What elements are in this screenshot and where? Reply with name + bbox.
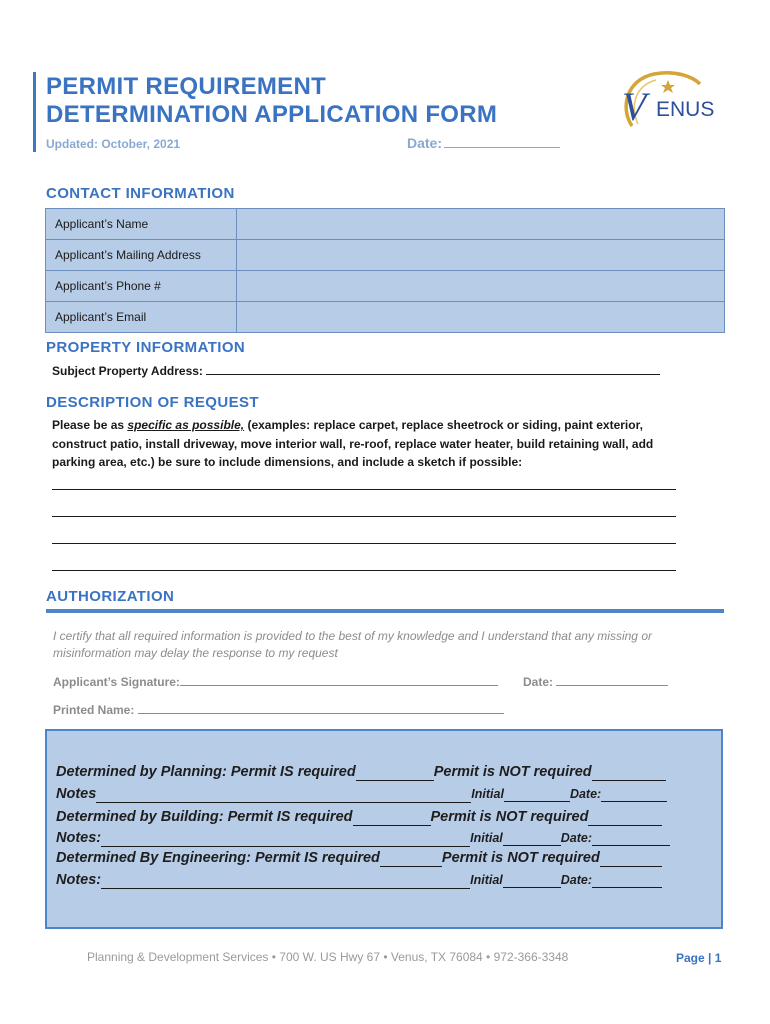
engineering-row	[56, 850, 662, 867]
planning-label: Determined by Planning: Permit IS required	[56, 764, 356, 780]
mailing-address-label: Applicant’s Mailing Address	[46, 240, 237, 271]
planning-initial-line[interactable]	[504, 787, 570, 802]
engineering-date-line[interactable]	[592, 873, 662, 888]
contact-row-email	[46, 302, 725, 333]
description-line-3[interactable]	[52, 543, 676, 544]
venus-logo-graphic	[618, 68, 734, 130]
form-date-line	[444, 134, 560, 148]
building-date-label: Date:	[560, 831, 593, 845]
phone-label: Applicant’s Phone #	[46, 271, 237, 302]
authorization-heading: AUTHORIZATION	[46, 588, 175, 605]
contact-heading: CONTACT INFORMATION	[46, 185, 235, 202]
mailing-address-field[interactable]	[237, 240, 725, 271]
engineering-date-label: Date:	[560, 873, 593, 887]
applicant-name-label: Applicant’s Name	[46, 209, 237, 240]
certify-statement: I certify that all required information is provided to the best of my knowledge and I understand that any missing or misinformation may delay the response to my request	[53, 629, 652, 660]
planning-date-label: Date:	[569, 787, 602, 801]
building-required-line[interactable]	[353, 809, 431, 826]
planning-notes-line[interactable]	[96, 786, 471, 803]
form-date-field[interactable]	[407, 134, 560, 151]
engineering-not-label: Permit is NOT required	[441, 850, 600, 866]
page-label: Page	[676, 951, 705, 965]
venus-logo	[618, 68, 734, 130]
building-notes-row	[56, 830, 670, 847]
planning-date-line[interactable]	[601, 787, 667, 802]
planning-notes-row	[56, 786, 667, 803]
description-line-2[interactable]	[52, 516, 676, 517]
authorization-rule	[46, 609, 724, 613]
email-label: Applicant’s Email	[46, 302, 237, 333]
building-initial-line[interactable]	[503, 831, 561, 846]
building-label: Determined by Building: Permit IS required	[56, 809, 353, 825]
building-not-label: Permit is NOT required	[430, 809, 589, 825]
contact-row-phone	[46, 271, 725, 302]
form-date-label: Date:	[407, 135, 443, 151]
planning-required-line[interactable]	[356, 764, 434, 781]
footer-address: Planning & Development Services • 700 W. US Hwy 67 • Venus, TX 76084 • 972-366-3348	[87, 950, 569, 964]
property-address-field[interactable]	[52, 363, 660, 378]
property-address-line	[206, 363, 660, 375]
property-address-label: Subject Property Address:	[52, 364, 203, 378]
contact-row-name	[46, 209, 725, 240]
engineering-required-line[interactable]	[380, 850, 442, 867]
page-separator: |	[708, 951, 712, 965]
logo-initial: V	[622, 84, 647, 129]
form-title-line1: PERMIT REQUIREMENT	[46, 73, 327, 100]
updated-date: Updated: October, 2021	[46, 137, 181, 151]
building-initial-label: Initial	[470, 831, 503, 845]
page-number-value: 1	[714, 951, 722, 965]
signature-label: Applicant’s Signature:	[53, 675, 180, 689]
planning-not-label: Permit is NOT required	[433, 764, 592, 780]
engineering-notes-line[interactable]	[101, 872, 470, 889]
building-notes-label: Notes:	[56, 830, 102, 846]
planning-initial-label: Initial	[471, 787, 504, 801]
star-icon	[661, 80, 675, 93]
desc-text-before: Please be as	[52, 418, 128, 432]
contact-table	[45, 208, 725, 333]
engineering-label: Determined By Engineering: Permit IS required	[56, 850, 380, 866]
phone-field[interactable]	[237, 271, 725, 302]
printed-name-field[interactable]	[53, 702, 504, 717]
signature-field[interactable]	[53, 674, 498, 689]
title-accent-bar	[33, 72, 36, 152]
building-notes-line[interactable]	[101, 830, 470, 847]
desc-text-after: (examples: replace carpet, replace sheetrock or siding, paint exterior, construct patio, install driveway, move interior wall, re-roof, replace water heater, build retaining wall, add parking area, etc.) be sure to include dimensions, and include a sketch if possible:	[52, 418, 654, 469]
building-date-line[interactable]	[592, 831, 670, 846]
page-number	[676, 951, 721, 965]
form-title-line2: DETERMINATION APPLICATION FORM	[46, 101, 498, 128]
contact-row-address	[46, 240, 725, 271]
planning-notes-label: Notes	[56, 786, 97, 802]
planning-row	[56, 764, 666, 781]
engineering-notes-row	[56, 872, 662, 889]
engineering-notes-label: Notes:	[56, 872, 102, 888]
printed-name-label: Printed Name:	[53, 703, 135, 717]
engineering-initial-line[interactable]	[503, 873, 561, 888]
logo-text: ENUS	[656, 98, 715, 121]
description-instructions	[52, 416, 682, 472]
property-heading: PROPERTY INFORMATION	[46, 339, 246, 356]
description-heading: DESCRIPTION OF REQUEST	[46, 394, 259, 411]
desc-emphasis: specific as possible,	[127, 418, 245, 432]
engineering-not-line[interactable]	[600, 850, 662, 867]
signature-date-label: Date:	[523, 675, 554, 689]
planning-not-line[interactable]	[592, 764, 666, 781]
description-line-1[interactable]	[52, 489, 676, 490]
applicant-name-field[interactable]	[237, 209, 725, 240]
engineering-initial-label: Initial	[470, 873, 503, 887]
building-row	[56, 809, 662, 826]
signature-date-field[interactable]	[523, 674, 668, 689]
building-not-line[interactable]	[588, 809, 662, 826]
printed-name-line	[138, 702, 504, 714]
determination-box	[45, 729, 723, 929]
signature-date-line	[556, 674, 668, 686]
description-line-4[interactable]	[52, 570, 676, 571]
signature-line	[180, 674, 498, 686]
email-field[interactable]	[237, 302, 725, 333]
